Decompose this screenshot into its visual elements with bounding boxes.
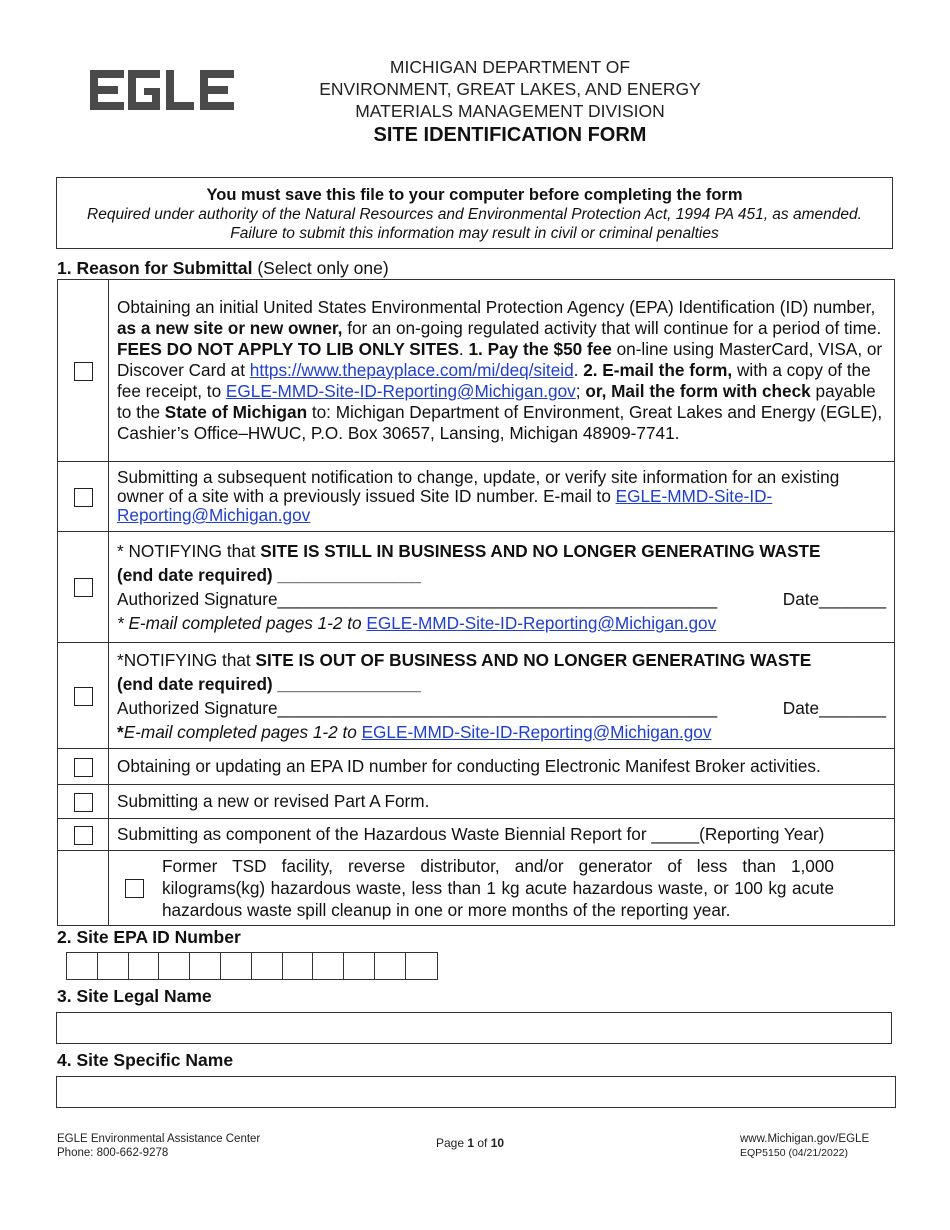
- email-link[interactable]: EGLE-MMD-Site-ID-Reporting@Michigan.gov: [361, 721, 712, 742]
- section-1-title-text: 1. Reason for Submittal: [57, 258, 253, 278]
- opt1-text: .: [573, 360, 584, 380]
- site-legal-name-input[interactable]: [56, 1012, 892, 1044]
- reason-text-out-of-business: [109, 643, 895, 749]
- checkbox-still-in-business[interactable]: [74, 578, 93, 597]
- footer-url: www.Michigan.gov/EGLE: [740, 1133, 870, 1145]
- section-1-title: [57, 258, 389, 279]
- reason-row-e-manifest: [58, 749, 895, 785]
- reason-row-out-of-business: [58, 643, 895, 749]
- epa-id-digit[interactable]: [190, 953, 221, 979]
- opt1-bold: as a new site or new owner,: [117, 318, 343, 338]
- end-date-field[interactable]: (end date required) _______________: [117, 565, 421, 585]
- page-current: 1: [467, 1136, 475, 1150]
- opt3-line: [117, 539, 886, 563]
- reason-text-biennial: Submitting as component of the Hazardous Waste Biennial Report for _____(Reporting Year): [109, 819, 895, 851]
- reason-text-still-in-business: [109, 532, 895, 643]
- opt4-prefix: *NOTIFYING that: [117, 649, 256, 670]
- opt1-bold: 1. Pay the $50 fee: [468, 339, 612, 359]
- email-note: E-mail completed pages 1-2 to: [123, 721, 362, 742]
- opt2-text: Submitting a subsequent notification to change, update, or verify site information for an existing owner of a site with a previously issued Site ID number. E-mail to: [117, 467, 840, 506]
- opt4-end-date: [117, 672, 886, 696]
- epa-id-digit[interactable]: [221, 953, 252, 979]
- checkbox-new-site[interactable]: [74, 362, 93, 381]
- sub-option-former-tsd: [117, 855, 834, 921]
- date-field[interactable]: Date_______: [782, 697, 886, 718]
- page-of: of: [474, 1136, 491, 1150]
- opt1-text: with a copy of the fee receipt, to: [117, 360, 871, 401]
- epa-id-digit[interactable]: [344, 953, 375, 979]
- epa-id-digit[interactable]: [283, 953, 314, 979]
- reason-row-new-site: [58, 280, 895, 462]
- footer-website: [740, 1132, 869, 1160]
- opt1-bold: FEES DO NOT APPLY TO LIB ONLY SITES: [117, 339, 459, 359]
- checkbox-cell: [58, 851, 109, 926]
- opt1-text: for an on-going regulated activity that will continue for a period of time.: [342, 318, 882, 338]
- reason-text-part-a: Submitting a new or revised Part A Form.: [109, 785, 895, 819]
- authority-note: Required under authority of the Natural Resources and Environmental Protection Act, 1994 PA 451, as amended. Failure to submit this information may result in civil or criminal penalties: [87, 206, 862, 242]
- agency-header: [290, 56, 730, 148]
- checkbox-cell: [58, 280, 109, 462]
- section-4-title: 4. Site Specific Name: [57, 1050, 234, 1070]
- agency-line-3: MATERIALS MANAGEMENT DIVISION: [355, 101, 665, 121]
- footer-center-name: EGLE Environmental Assistance Center: [57, 1133, 261, 1145]
- checkbox-cell: [58, 462, 109, 532]
- reason-text-new-site: [109, 280, 895, 462]
- agency-line-2: ENVIRONMENT, GREAT LAKES, AND ENERGY: [319, 79, 701, 99]
- reason-text-former-tsd: [109, 851, 895, 926]
- section-1-subtitle: (Select only one): [257, 258, 389, 278]
- epa-id-digit[interactable]: [67, 953, 98, 979]
- opt3-prefix: * NOTIFYING that: [117, 541, 261, 561]
- egle-logo: [90, 66, 236, 114]
- epa-id-digit[interactable]: [98, 953, 129, 979]
- checkbox-cell: [58, 819, 109, 851]
- end-date-field[interactable]: (end date required) _______________: [117, 673, 421, 694]
- checkbox-part-a[interactable]: [74, 793, 93, 812]
- reason-row-biennial: [58, 819, 895, 851]
- checkbox-e-manifest[interactable]: [74, 758, 93, 777]
- signature-field[interactable]: Authorized Signature______________________________________________: [117, 589, 718, 609]
- epa-id-digit[interactable]: [159, 953, 190, 979]
- epa-id-digit[interactable]: [252, 953, 283, 979]
- opt4-bold: SITE IS OUT OF BUSINESS AND NO LONGER GENERATING WASTE: [255, 649, 812, 670]
- reason-row-part-a: [58, 785, 895, 819]
- save-note: You must save this file to your computer before completing the form: [206, 186, 743, 204]
- opt3-email-note: [117, 611, 886, 635]
- email-link[interactable]: EGLE-MMD-Site-ID-Reporting@Michigan.gov: [225, 381, 576, 401]
- opt4-line: [117, 648, 886, 672]
- checkbox-biennial[interactable]: [74, 826, 93, 845]
- epa-id-digit[interactable]: [375, 953, 406, 979]
- reason-row-still-in-business: [58, 532, 895, 643]
- email-link[interactable]: EGLE-MMD-Site-ID-Reporting@Michigan.gov: [117, 486, 773, 525]
- opt1-text: on-line using MasterCard, VISA, or Discover Card at: [117, 339, 883, 380]
- checkbox-cell: [58, 749, 109, 785]
- section-3-title: 3. Site Legal Name: [57, 986, 212, 1006]
- opt3-signature-row: [117, 587, 886, 611]
- checkbox-cell: [58, 785, 109, 819]
- footer-phone: Phone: 800-662-9278: [57, 1147, 169, 1159]
- email-note: * E-mail completed pages 1-2 to: [117, 613, 367, 633]
- epa-id-digit[interactable]: [406, 953, 437, 979]
- checkbox-cell: [58, 532, 109, 643]
- site-specific-name-input[interactable]: [56, 1076, 896, 1108]
- opt1-text: Obtaining an initial United States Environmental Protection Agency (EPA) Identification (ID) number,: [117, 297, 876, 317]
- reason-text-e-manifest: Obtaining or updating an EPA ID number for conducting Electronic Manifest Broker activities.: [109, 749, 895, 785]
- checkbox-subsequent[interactable]: [74, 488, 93, 507]
- opt4-signature-row: [117, 696, 886, 720]
- opt1-bold: State of Michigan: [164, 402, 308, 422]
- signature-field[interactable]: Authorized Signature______________________________________________: [117, 697, 718, 718]
- footer-contact: [57, 1132, 260, 1160]
- section-2-title: 2. Site EPA ID Number: [57, 927, 241, 947]
- date-field[interactable]: Date_______: [782, 589, 886, 609]
- reason-row-former-tsd: [58, 851, 895, 926]
- payplace-link[interactable]: https://www.thepayplace.com/mi/deq/siteid: [249, 360, 574, 380]
- asterisk: *: [117, 721, 124, 742]
- former-tsd-text: Former TSD facility, reverse distributor, and/or generator of less than 1,000 kilograms(kg) hazardous waste, less than 1 kg acute hazardous waste, or 100 kg acute hazardous waste spill cleanup in one or more months of the reporting year.: [162, 856, 834, 920]
- opt3-end-date: [117, 563, 886, 587]
- opt1-text: ;: [575, 381, 586, 401]
- opt3-bold: SITE IS STILL IN BUSINESS AND NO LONGER GENERATING WASTE: [260, 541, 821, 561]
- opt1-bold: 2. E-mail the form,: [583, 360, 733, 380]
- opt1-text: .: [458, 339, 469, 359]
- checkbox-former-tsd[interactable]: [125, 879, 144, 898]
- email-link[interactable]: EGLE-MMD-Site-ID-Reporting@Michigan.gov: [366, 613, 717, 633]
- opt1-text: payable to the: [117, 381, 876, 422]
- epa-id-input[interactable]: [66, 952, 438, 980]
- opt1-bold: or, Mail the form with check: [585, 381, 811, 401]
- opt4-email-note: [117, 720, 886, 744]
- checkbox-cell: [58, 643, 109, 749]
- page-label: Page: [436, 1136, 468, 1150]
- notice-box: [56, 177, 893, 249]
- epa-id-digit[interactable]: [313, 953, 344, 979]
- epa-id-digit[interactable]: [129, 953, 160, 979]
- page-total: 10: [490, 1136, 505, 1150]
- footer-form-code: EQP5150 (04/21/2022): [740, 1147, 848, 1159]
- reason-row-subsequent: [58, 462, 895, 532]
- agency-line-1: MICHIGAN DEPARTMENT OF: [389, 57, 631, 77]
- reason-table: [57, 279, 895, 926]
- checkbox-out-of-business[interactable]: [74, 687, 93, 706]
- reason-text-subsequent: [109, 462, 895, 532]
- form-title: SITE IDENTIFICATION FORM: [373, 124, 647, 146]
- opt1-text: to: Michigan Department of Environment, Great Lakes and Energy (EGLE), Cashier’s Office–HWUC, P.O. Box 30657, Lansing, Michigan 48909-7741.: [117, 402, 883, 443]
- page-number: [436, 1136, 504, 1150]
